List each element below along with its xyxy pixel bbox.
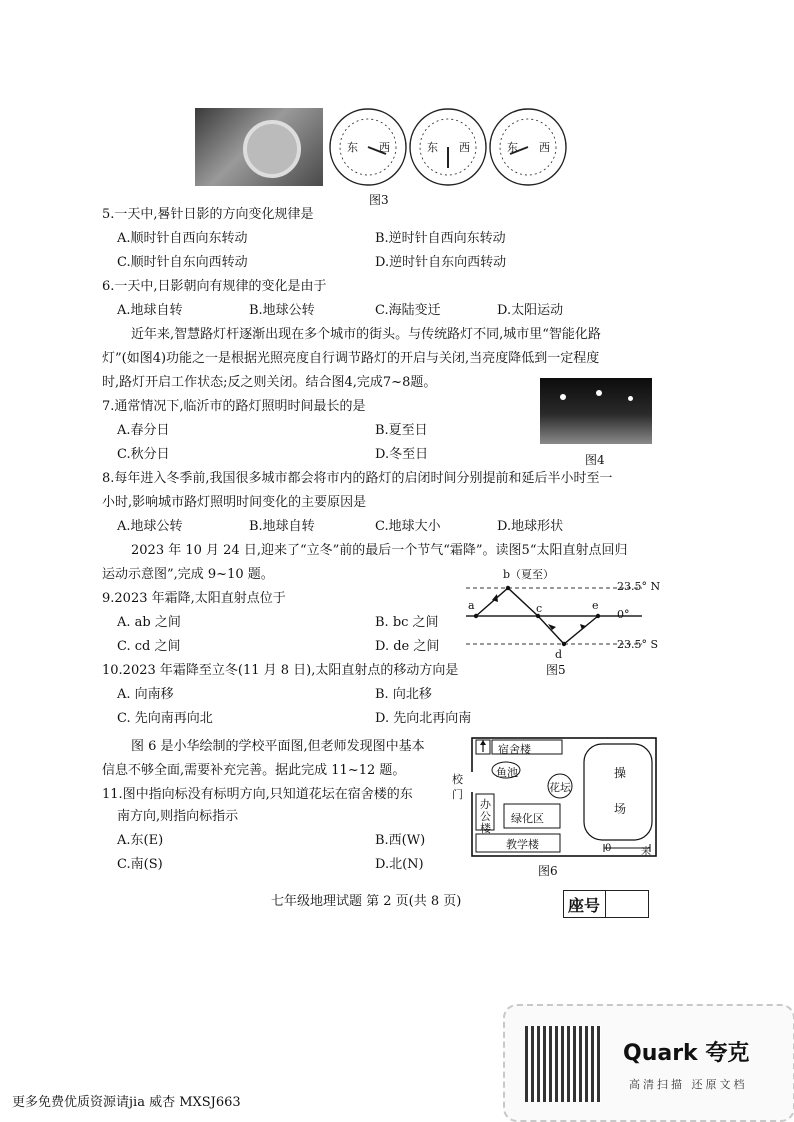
fig5-north-tropic: 23.5° N	[617, 580, 661, 593]
q11-option-a: A.东(E)	[117, 833, 164, 848]
q8-line2: 小时,影响城市路灯照明时间变化的主要原因是	[102, 495, 367, 510]
passage1-line3: 时,路灯开启工作状态;反之则关闭。结合图4,完成7~8题。	[102, 375, 437, 390]
fig5-label-b: b（夏至）	[503, 568, 555, 581]
q5-option-d: D.逆时针自东向西转动	[375, 255, 507, 270]
fig5-label-c: c	[536, 602, 543, 615]
q11-option-c: C.南(S)	[117, 857, 163, 872]
q6-option-a: A.地球自转	[117, 303, 183, 318]
q5-stem: 5.一天中,晷针日影的方向变化规律是	[102, 207, 314, 222]
q11-line1: 11.图中指向标没有标明方向,只知道花坛在宿舍楼的东	[102, 787, 413, 802]
dial-2-east: 东	[427, 141, 438, 154]
q10-option-a: A. 向南移	[117, 687, 174, 702]
figure5-caption: 图5	[546, 663, 566, 677]
map-flower-bed: 花坛	[549, 781, 571, 794]
q6-stem: 6.一天中,日影朝向有规律的变化是由于	[102, 279, 327, 294]
sundial-dials	[328, 106, 568, 188]
seat-number-box	[563, 890, 649, 918]
map-playground-2: 场	[614, 802, 627, 816]
q6-option-b: B.地球公转	[249, 303, 315, 318]
dial-1-west: 西	[379, 141, 390, 154]
school-plan-map	[468, 736, 658, 860]
q9-option-c: C. cd 之间	[117, 639, 181, 654]
map-gate-2: 门	[452, 788, 463, 801]
map-scale-zero: 0	[605, 843, 612, 854]
q7-option-c: C.秋分日	[117, 447, 170, 462]
q9-option-d: D. de 之间	[375, 639, 440, 654]
map-dormitory: 宿舍楼	[498, 743, 531, 756]
map-teaching-building: 教学楼	[506, 838, 539, 851]
q7-option-b: B.夏至日	[375, 423, 428, 438]
q7-option-a: A.春分日	[117, 423, 170, 438]
q8-option-b: B.地球自转	[249, 519, 315, 534]
fig5-label-e: e	[592, 599, 599, 612]
q5-option-b: B.逆时针自西向东转动	[375, 231, 506, 246]
q8-option-a: A.地球公转	[117, 519, 183, 534]
q8-line1: 8.每年进入冬季前,我国很多城市都会将市内的路灯的启闭时间分别提前和延后半小时至一	[102, 471, 613, 486]
map-playground-1: 操	[614, 766, 627, 780]
q10-option-b: B. 向北移	[375, 687, 432, 702]
q9-stem: 9.2023 年霜降,太阳直射点位于	[102, 591, 286, 606]
q10-option-c: C. 先向南再向北	[117, 711, 213, 726]
smart-streetlight-photo	[540, 378, 652, 444]
passage1-line2: 灯”(如图4)功能之一是根据光照亮度自行调节路灯的开启与关闭,当亮度降低到一定程度	[102, 351, 600, 366]
fig5-equator: 0°	[617, 608, 630, 621]
passage2-line1: 2023 年 10 月 24 日,迎来了“立冬”前的最后一个节气“霜降”。读图5“太阳直射点回归	[131, 543, 628, 558]
map-green-area: 绿化区	[511, 812, 544, 825]
q9-option-b: B. bc 之间	[375, 615, 439, 630]
seat-label: 座号	[568, 896, 601, 915]
figure4-caption: 图4	[585, 453, 605, 467]
q8-option-c: C.地球大小	[375, 519, 441, 534]
q6-option-c: C.海陆变迁	[375, 303, 441, 318]
dial-3-east: 东	[507, 141, 518, 154]
dial-1-east: 东	[347, 141, 358, 154]
q7-stem: 7.通常情况下,临沂市的路灯照明时间最长的是	[102, 399, 366, 414]
dial-2-west: 西	[459, 141, 470, 154]
map-office-1: 办	[480, 798, 491, 811]
q10-stem: 10.2023 年霜降至立冬(11 月 8 日),太阳直射点的移动方向是	[102, 663, 459, 678]
sundial-photo	[195, 108, 323, 186]
q8-option-d: D.地球形状	[497, 519, 564, 534]
fig5-label-d: d	[555, 648, 563, 661]
passage3-line1: 图 6 是小华绘制的学校平面图,但老师发现图中基本	[131, 739, 425, 754]
dial-3-west: 西	[539, 141, 550, 154]
map-office-2: 公	[480, 810, 491, 823]
q11-option-b: B.西(W)	[375, 833, 426, 848]
q10-option-d: D. 先向北再向南	[375, 711, 472, 726]
qr-code-icon	[525, 1026, 601, 1102]
q5-option-c: C.顺时针自东向西转动	[117, 255, 248, 270]
quark-logo: Quark 夸克	[623, 1041, 750, 1066]
q11-option-d: D.北(N)	[375, 857, 424, 872]
fig5-label-a: a	[468, 599, 475, 612]
q9-option-a: A. ab 之间	[117, 615, 181, 630]
passage2-line2: 运动示意图”,完成 9~10 题。	[102, 567, 274, 582]
fig5-south-tropic: 23.5° S	[617, 638, 659, 651]
q5-option-a: A.顺时针自西向东转动	[117, 231, 248, 246]
map-fish-pond: 鱼池	[496, 766, 518, 779]
resource-watermark: 更多免费优质资源请jia 威杏 MXSJ663	[12, 1095, 241, 1110]
map-scale-unit: 米	[641, 847, 651, 858]
figure3-caption: 图3	[369, 193, 389, 207]
q11-line2: 南方向,则指向标指示	[117, 809, 239, 824]
quark-scan-badge	[503, 1004, 794, 1122]
seat-divider	[605, 891, 606, 917]
map-office-3: 楼	[480, 822, 491, 835]
q6-option-d: D.太阳运动	[497, 303, 564, 318]
quark-tagline: 高清扫描 还原文档	[629, 1078, 748, 1091]
passage1-line1: 近年来,智慧路灯杆逐渐出现在多个城市的街头。与传统路灯不同,城市里“智能化路	[131, 327, 601, 342]
q7-option-d: D.冬至日	[375, 447, 429, 462]
passage3-line2: 信息不够全面,需要补充完善。据此完成 11~12 题。	[102, 763, 406, 778]
map-gate-1: 校	[452, 773, 463, 786]
page-footer: 七年级地理试题 第 2 页(共 8 页)	[271, 894, 462, 909]
figure6-caption: 图6	[538, 864, 558, 878]
